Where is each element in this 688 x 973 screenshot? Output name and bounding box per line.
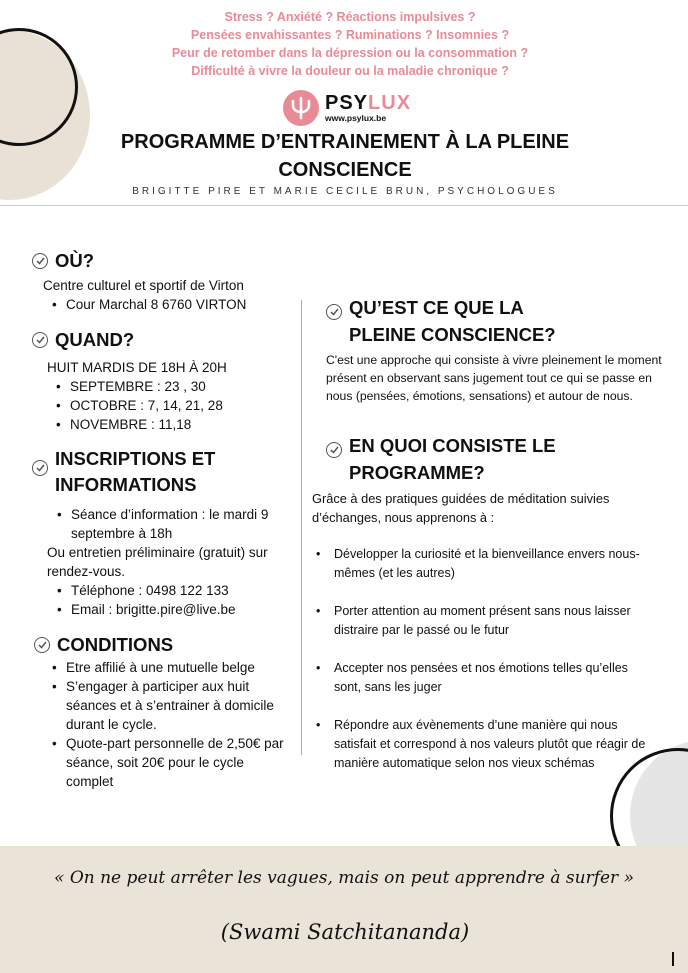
header-divider [0, 205, 688, 206]
section-quand-heading: QUAND? [32, 327, 134, 353]
psylux-logo [283, 88, 411, 128]
check-icon [32, 253, 48, 269]
quote-author: (Swami Satchitananda) [220, 920, 470, 944]
phone-number[interactable]: • Téléphone : 0498 122 133 [55, 581, 236, 600]
question-line: Stress ? Anxiété ? Réactions impulsives ? [224, 10, 476, 24]
list-item: • Séance d’information : le mardi 9 septembre à 18h [55, 505, 268, 543]
list-item: • Quote-part personnelle de 2,50€ par séance, soit 20€ pour le cycle complet [50, 734, 300, 791]
list-item: • S’engager à participer aux huit séances et à s’entrainer à domicile durant le cycle. [50, 677, 300, 734]
list-item: • Développer la curiosité et la bienveillance envers nous- mêmes (et les autres) [312, 545, 680, 583]
list-item: • Répondre aux évènements d’une manière qui nous satisfait et correspond à nos valeurs plutôt que réagir de manière automatique selon nos vieux schémas [312, 716, 680, 773]
email-address[interactable]: • Email : brigitte.pire@live.be [55, 600, 236, 619]
check-icon [326, 304, 342, 320]
question-line: Peur de retomber dans la dépression ou la consommation ? [171, 46, 529, 60]
ou-address-list [50, 295, 246, 314]
list-item: • Accepter nos pensées et nos émotions telles qu’elles sont, sans les juger [312, 659, 680, 697]
ou-place: Centre culturel et sportif de Virton [43, 278, 244, 293]
programme-intro: Grâce à des pratiques guidées de méditation suivies d’échanges, nous apprenons à : [312, 491, 610, 525]
list-item: • Cour Marchal 8 6760 VIRTON [50, 295, 246, 314]
check-icon [32, 332, 48, 348]
pleine-description: C'est une approche qui consiste à vivre pleinement le moment présent en observant sans jugement tout ce qui se passe en nous (pensées, émotions, sensations) et autour de nous. [326, 353, 662, 403]
list-item: • Etre affilié à une mutuelle belge [50, 658, 300, 677]
section-ou-heading: OÙ? [32, 248, 94, 274]
list-item: • Porter attention au moment présent sans nous laisser distraire par le passé ou le futur [312, 602, 680, 640]
page-title: PROGRAMME D’ENTRAINEMENT À LA PLEINE CONSCIENCE [120, 131, 570, 181]
question-line: Difficulté à vivre la douleur ou la maladie chronique ? [191, 64, 509, 78]
check-icon [34, 637, 50, 653]
list-item: • NOVEMBRE : 11,18 [54, 415, 223, 434]
quand-dates [54, 377, 223, 434]
question-line: Pensées envahissantes ? Ruminations ? Insomnies ? [190, 28, 510, 42]
quote-band [0, 846, 688, 973]
column-divider [301, 300, 302, 755]
conditions-list [50, 658, 300, 791]
quote-text: « On ne peut arrêter les vagues, mais on peut apprendre à surfer » [54, 868, 634, 888]
section-programme-heading: EN QUOI CONSISTE LE PROGRAMME? [326, 432, 556, 486]
check-icon [326, 442, 342, 458]
page-subtitle: BRIGITTE PIRE ET MARIE CECILE BRUN, PSYCHOLOGUES [132, 186, 558, 197]
header-questions [90, 8, 610, 80]
psi-icon [283, 90, 319, 126]
list-item: • SEPTEMBRE : 23 , 30 [54, 377, 223, 396]
section-inscriptions-heading: INSCRIPTIONS ET INFORMATIONS [32, 446, 215, 498]
decorative-tick [672, 952, 674, 966]
logo-name: PSYLUX [325, 91, 412, 114]
inscriptions-seance [55, 505, 268, 543]
section-pleine-heading: QU’EST CE QUE LA PLEINE CONSCIENCE? [326, 294, 556, 348]
programme-list [312, 545, 680, 792]
inscriptions-contacts [55, 581, 236, 619]
inscriptions-entretien: Ou entretien préliminaire (gratuit) sur rendez-vous. [47, 545, 268, 579]
check-icon [32, 460, 48, 476]
logo-url: www.psylux.be [325, 112, 387, 123]
quand-intro: HUIT MARDIS DE 18H À 20H [47, 360, 227, 375]
section-conditions-heading: CONDITIONS [34, 632, 173, 658]
list-item: • OCTOBRE : 7, 14, 21, 28 [54, 396, 223, 415]
